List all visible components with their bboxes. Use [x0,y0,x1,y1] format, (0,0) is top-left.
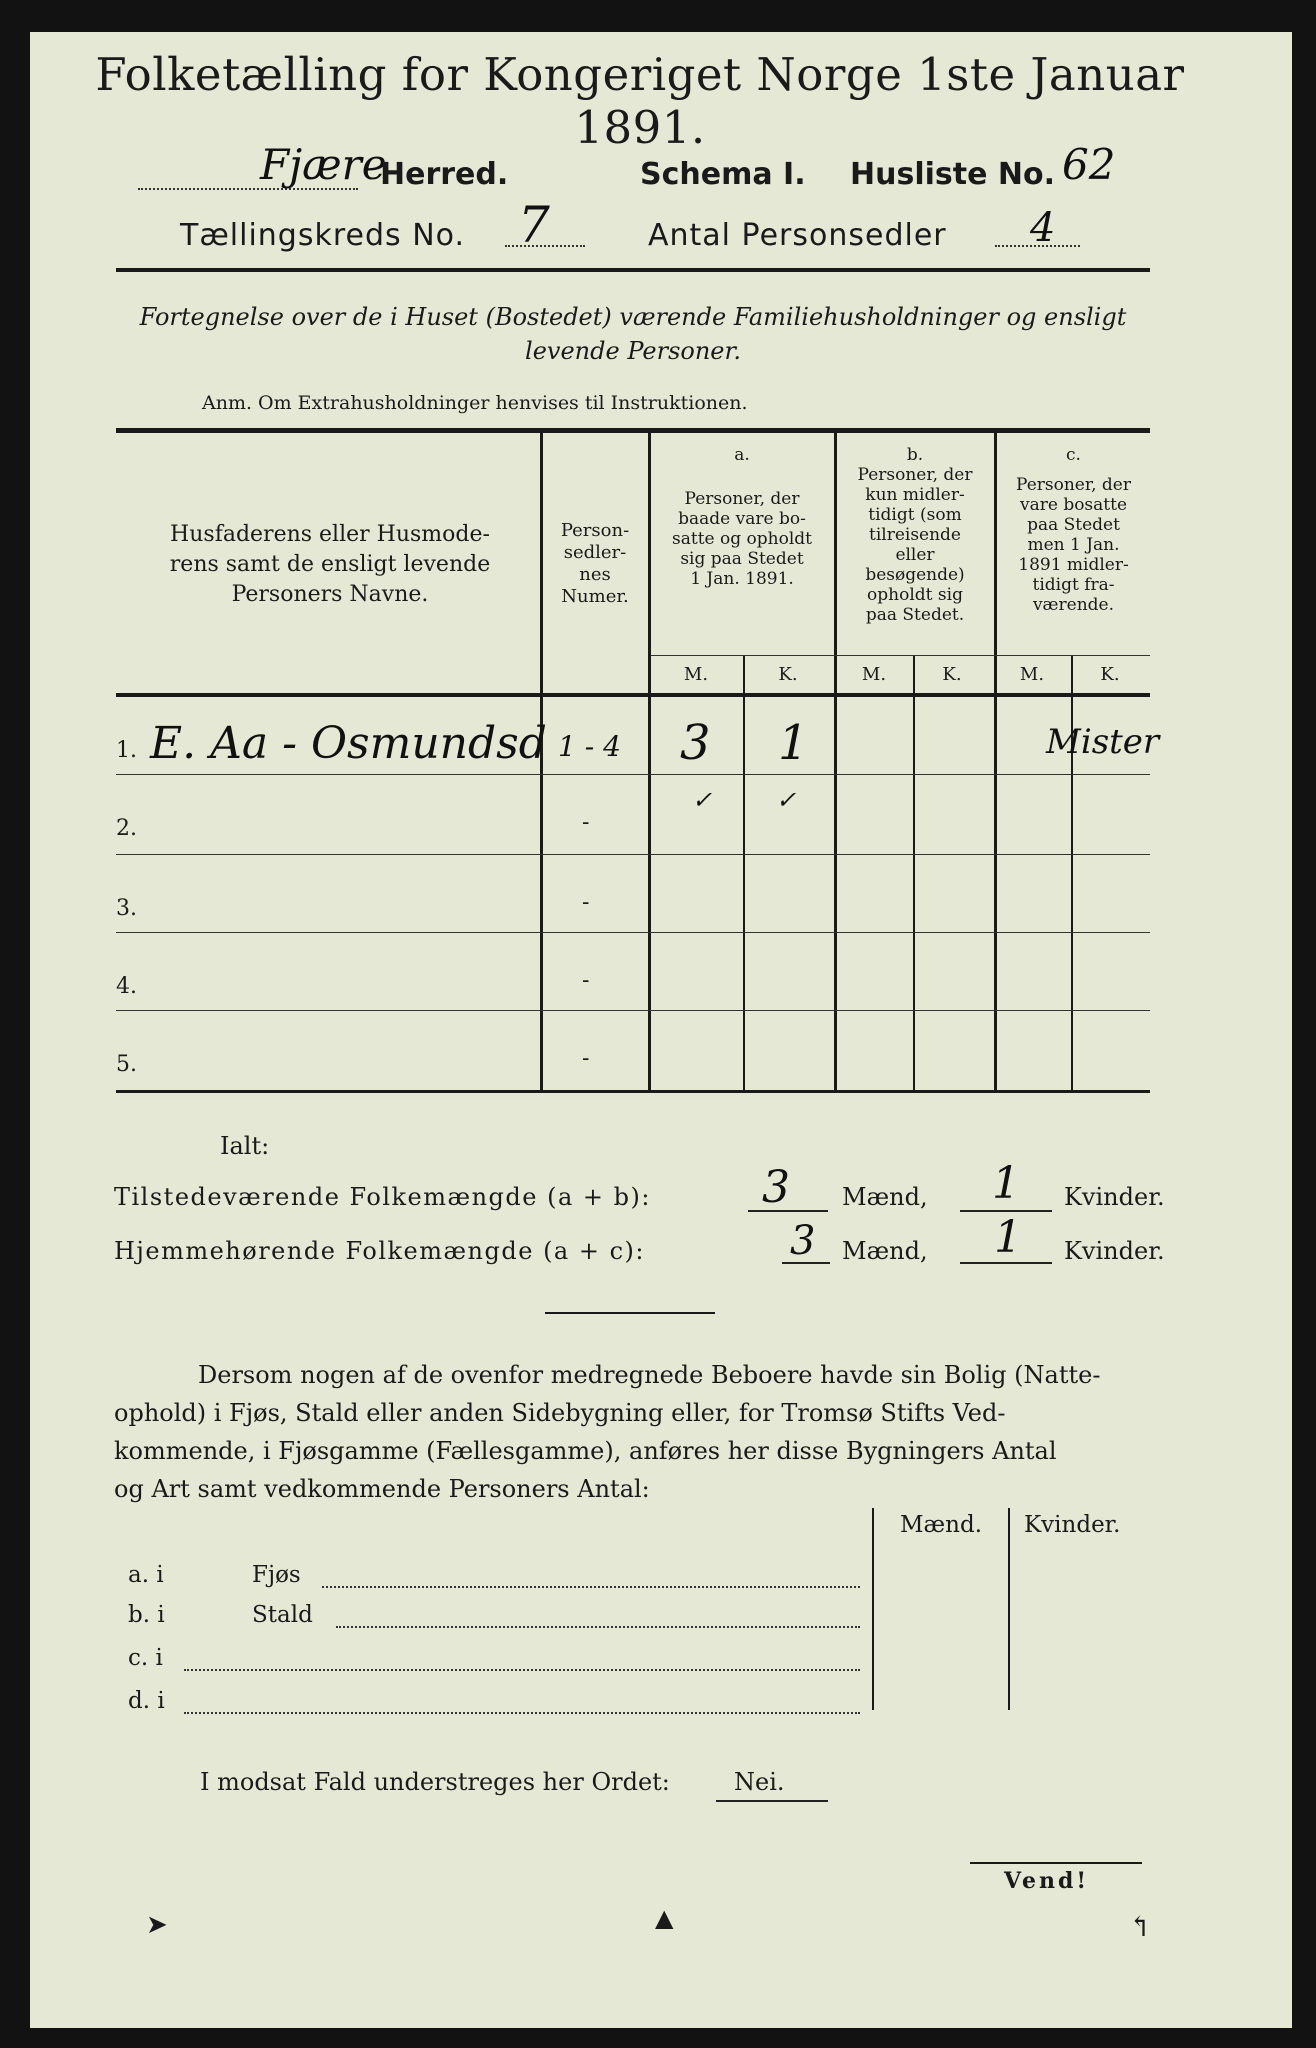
col-sep-c-mk [1071,655,1073,1090]
total-resident-maend: Mænd, [842,1237,928,1265]
row-line-3 [116,932,1150,933]
intro-line-2: levende Personer. [525,337,741,365]
vend-label: Vend! [1004,1868,1090,1894]
total-present-kvinder: Kvinder. [1064,1183,1165,1211]
herred-label: Herred. [380,157,509,192]
mk-top-line [651,655,1150,656]
b-k-label: K. [942,664,962,685]
table-row-num: - [582,1046,590,1071]
col-c-header: c. Personer, der vare bosatte paa Stedet men 1 Jan. 1891 midler- tidigt fra- værende. [1016,445,1131,615]
form-title: Folketælling for Kongeriget Norge 1ste Januar 1891. [95,48,1185,154]
building-col-sep-1 [872,1508,874,1710]
table-row-a-k: 1 [778,715,809,771]
building-row-dots [336,1626,860,1628]
schema-label: Schema I. [640,157,806,192]
kreds-label: Tællingskreds No. [180,218,465,253]
col-sep-num [648,433,651,1090]
check-mark-icon: ✓ [776,786,797,814]
total-resident-label: Hjemmehørende Folkemængde (a + c): [114,1237,645,1265]
building-row-letter: a. i [128,1562,164,1588]
divider [545,1312,715,1314]
b-m-label: M. [861,664,887,685]
building-row-dots [184,1669,860,1671]
total-present-k: 1 [992,1158,1020,1209]
ialt-label: Ialt: [220,1132,270,1160]
table-bottom-rule [116,1090,1150,1093]
row-line-4 [116,1010,1150,1011]
table-row-c: Mister [1046,722,1160,762]
building-row-label: Stald [252,1602,313,1628]
table-row-num: - [582,968,590,993]
col-a-header: a. Personer, der baade vare bo- satte og opholdt sig paa Stedet 1 Jan. 1891. [672,445,812,589]
corner-mark-icon: ➤ [146,1910,168,1940]
col-sep-a-mk [743,655,745,1090]
building-row-label: Fjøs [252,1562,301,1588]
intro-text [116,300,1150,368]
modsat-text: I modsat Fald understreges her Ordet: [200,1768,670,1796]
antal-label: Antal Personsedler [648,218,947,253]
table-row-number: 5. [116,1052,137,1077]
total-resident-kvinder: Kvinder. [1064,1237,1165,1265]
a-k-label: K. [778,664,798,685]
vend-rule [970,1862,1142,1864]
building-row-letter: d. i [128,1688,165,1714]
nei-word: Nei. [734,1768,785,1796]
corner-mark-icon: ↰ [1128,1910,1152,1943]
check-mark-icon: ✓ [692,786,713,814]
table-row-a-m: 3 [680,715,711,771]
antal-value: 4 [1030,205,1056,251]
table-row-num: 1 - 4 [558,730,621,763]
c-k-label: K. [1100,664,1120,685]
husliste-value: 62 [1062,140,1116,189]
intro-line-1: Fortegnelse over de i Huset (Bostedet) værende Familiehusholdninger og ensligt [139,303,1127,331]
total-present-maend: Mænd, [842,1183,928,1211]
herred-value: Fjære [260,140,387,189]
building-row-dots [322,1586,860,1588]
table-row-number: 4. [116,974,137,999]
row-line-2 [116,854,1150,855]
a-m-label: M. [683,664,709,685]
building-maend-header: Mænd. [900,1512,983,1538]
table-row-number: 3. [116,896,137,921]
building-kvinder-header: Kvinder. [1024,1512,1121,1538]
col-b-header: b. Personer, der kun midler- tidigt (som tilreisende eller besøgende) opholdt sig paa Stedet. [857,445,973,625]
total-resident-k: 1 [994,1212,1022,1263]
table-row-number: 2. [116,816,137,841]
total-present-m: 3 [762,1162,790,1213]
table-row-num: - [582,810,590,835]
building-paragraph: Dersom nogen af de ovenfor medregnede Beboere havde sin Bolig (Natte- ophold) i Fjøs, Stald eller anden Sidebygning eller, for Tromsø Stifts Ved- kommende, i Fjøsgamme (Fællesgamme), anføres her disse Bygningers Antal og Art samt vedkommende Personers Antal: [114,1361,1101,1503]
table-row-name: E. Aa - Osmundsd [150,718,547,769]
total-present-label: Tilstedeværende Folkemængde (a + b): [114,1183,651,1211]
husliste-label: Husliste No. [850,157,1055,192]
c-m-label: M. [1019,664,1045,685]
anm-note: Anm. Om Extrahusholdninger henvises til Instruktionen. [202,392,748,414]
table-row-num: - [582,890,590,915]
corner-mark-icon: ▲ [655,1904,674,1932]
col-num-header: Person- sedler- nes Numer. [560,520,630,607]
building-row-letter: b. i [128,1602,165,1628]
building-row-dots [184,1712,860,1714]
col-sep-a [834,433,837,1090]
col-name-header: Husfaderens eller Husmode- rens samt de ensligt levende Personers Navne. [169,522,491,607]
col-sep-b-mk [913,655,915,1090]
kreds-value: 7 [518,196,550,254]
nei-underline [716,1800,828,1802]
building-col-sep-2 [1008,1508,1010,1710]
row-line-1 [116,774,1150,775]
total-resident-m: 3 [790,1218,816,1264]
building-row-letter: c. i [128,1645,163,1671]
header-rule [116,268,1150,272]
table-row-number: 1. [116,738,137,763]
